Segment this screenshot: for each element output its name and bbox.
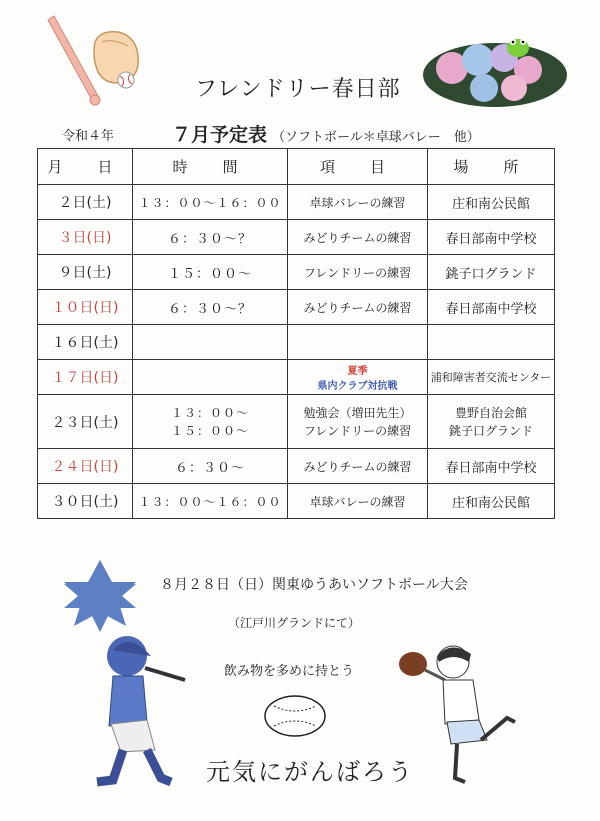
batter-illustration <box>85 630 200 790</box>
row-date: ３０日(土) <box>38 484 133 519</box>
row-time <box>133 395 288 449</box>
row-time: ６：３０〜？ <box>133 220 288 255</box>
schedule-title: ７月予定表 <box>172 124 268 146</box>
schedule-table <box>37 148 555 519</box>
baseball-icon <box>262 694 328 738</box>
row-item: フレンドリーの練習 <box>288 255 428 290</box>
row-date: １０日(日) <box>38 290 133 325</box>
bat-and-glove-icon <box>40 12 150 112</box>
row-time <box>133 325 288 360</box>
event-season-label: 夏季 <box>347 366 368 377</box>
hydrangea-frog-icon <box>420 30 570 110</box>
header-date: 月 日 <box>38 149 133 185</box>
tournament-announcement: ８月２８日（日）関東ゆうあいソフトボール大会 <box>160 577 468 593</box>
header-item: 項 目 <box>288 149 428 185</box>
table-row <box>38 395 555 449</box>
table-row <box>38 185 555 220</box>
row-place <box>428 325 555 360</box>
catcher-illustration <box>395 640 525 790</box>
table-row <box>38 360 555 395</box>
row-place: 春日部南中学校 <box>428 220 555 255</box>
row-time <box>133 360 288 395</box>
row-place: 庄和南公民館 <box>428 185 555 220</box>
row-date: ９日(土) <box>38 255 133 290</box>
cheer-message: 元気にがんばろう <box>206 758 414 786</box>
row-item: みどりチームの練習 <box>288 290 428 325</box>
header-time: 時 間 <box>133 149 288 185</box>
row-date: ２４日(日) <box>38 449 133 484</box>
schedule-subtitle: （ソフトボール＊卓球バレー 他） <box>272 130 480 145</box>
table-row <box>38 484 555 519</box>
row-item <box>288 360 428 395</box>
row-place <box>428 395 555 449</box>
row-time: １３：００〜１６：００ <box>133 484 288 519</box>
row-time: １５：００〜 <box>133 255 288 290</box>
row-place: 銚子口グランド <box>428 255 555 290</box>
row-place: 春日部南中学校 <box>428 449 555 484</box>
row-item: 卓球バレーの練習 <box>288 484 428 519</box>
row-date: ３日(日) <box>38 220 133 255</box>
table-row <box>38 290 555 325</box>
row-item-1: 勉強会（増田先生） <box>303 405 412 420</box>
row-place-1: 豊野自治会館 <box>454 405 527 420</box>
table-row <box>38 325 555 360</box>
drink-reminder: 飲み物を多めに持とう <box>224 664 355 679</box>
row-place: 春日部南中学校 <box>428 290 555 325</box>
row-item-2: フレンドリーの練習 <box>303 423 412 438</box>
row-time-1: １３：００〜 <box>170 405 249 420</box>
page-title: フレンドリー春日部 <box>195 77 401 102</box>
header-place: 場 所 <box>428 149 555 185</box>
row-time: ６：３０〜？ <box>133 290 288 325</box>
row-date: ２日(土) <box>38 185 133 220</box>
era-label: 令和４年 <box>62 129 115 144</box>
row-item: みどりチームの練習 <box>288 220 428 255</box>
row-date: ２３日(土) <box>38 395 133 449</box>
row-item <box>288 395 428 449</box>
row-place-2: 銚子口グランド <box>448 423 533 438</box>
table-row <box>38 255 555 290</box>
row-item: みどりチームの練習 <box>288 449 428 484</box>
row-place: 浦和障害者交流センター <box>428 360 555 395</box>
row-time: ６：３０〜 <box>133 449 288 484</box>
star-icon <box>60 556 140 636</box>
row-date: １７日(日) <box>38 360 133 395</box>
row-time: １３：００〜１６：００ <box>133 185 288 220</box>
row-item <box>288 325 428 360</box>
row-item: 卓球バレーの練習 <box>288 185 428 220</box>
row-time-2: １５：００〜 <box>170 423 249 438</box>
table-header-row <box>38 149 555 185</box>
row-date: １６日(土) <box>38 325 133 360</box>
table-row <box>38 220 555 255</box>
table-row <box>38 449 555 484</box>
event-name-label: 県内クラブ対抗戦 <box>317 381 398 392</box>
tournament-venue: （江戸川グランドにて） <box>228 616 361 630</box>
row-place: 庄和南公民館 <box>428 484 555 519</box>
